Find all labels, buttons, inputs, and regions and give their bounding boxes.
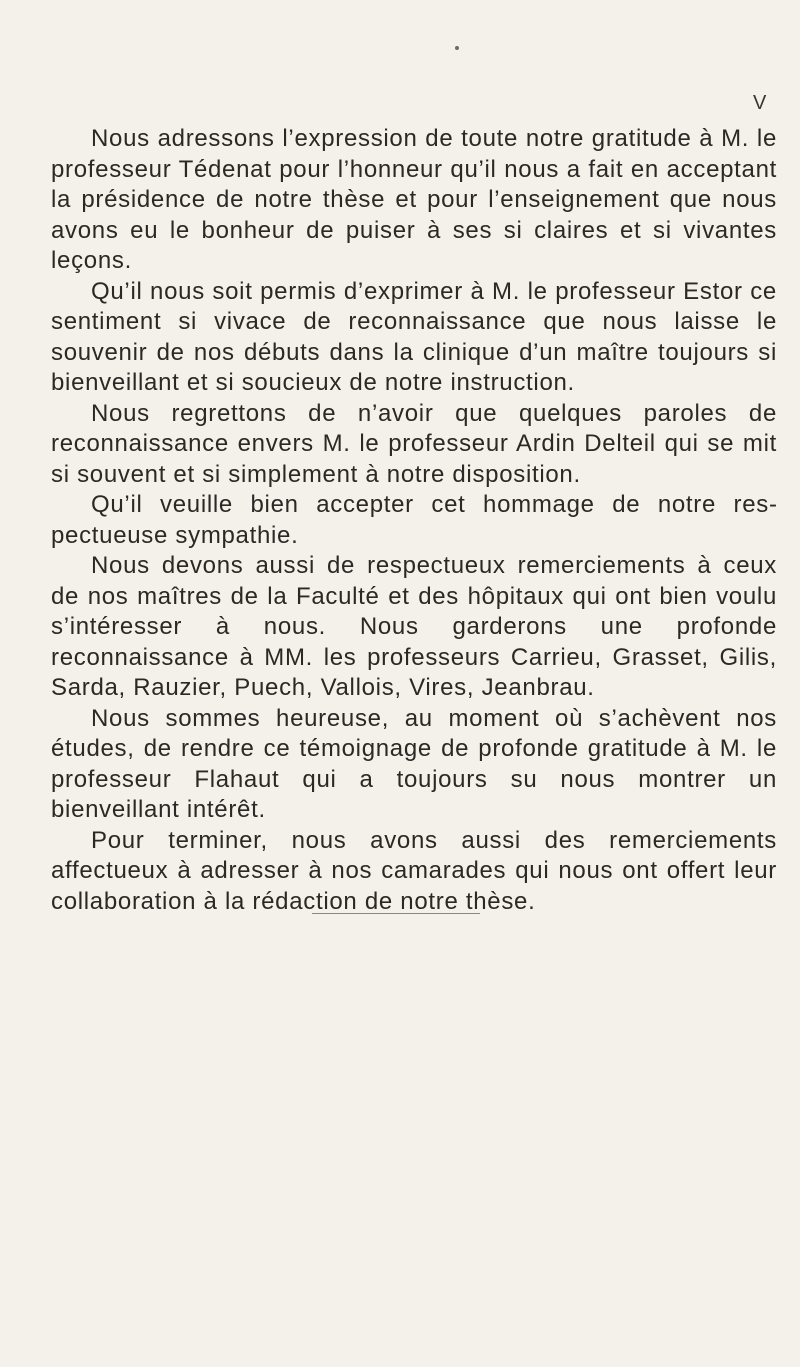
paragraph: Nous adressons l’expression de toute notre gratitude à M. le professeur Tédenat pour l’honneur qu’il nous a fait en acceptant la présidence de notre thèse et pour l’enseignement que nous avons eu le bonheur de puiser à ses si claires et si vivantes leçons. (51, 125, 777, 274)
paragraph: Pour terminer, nous avons aussi des remerciements affectueux à adresser à nos camarades qui nous ont offert leur collaboration à la rédaction de notre thèse. (51, 826, 777, 915)
page-speck (455, 46, 459, 50)
paragraph: Qu’il nous soit permis d’exprimer à M. le professeur Estor ce sentiment si vivace de reconnaissance que nous laisse le souvenir de nos débuts dans la clinique d’un maître toujours si bienveillant et si soucieux de notre instruction. (51, 277, 777, 396)
paragraph: Nous sommes heureuse, au moment où s’achèvent nos études, de rendre ce témoignage de profonde gratitude à M. le professeur Flahaut qui a toujours su nous montrer un bienveillant intérêt. (51, 704, 777, 823)
page-number: V (753, 92, 768, 114)
section-divider (312, 913, 480, 914)
paragraph: Nous regrettons de n’avoir que quelques paroles de reconnaissance envers M. le professeur Ardin Delteil qui se mit si souvent et si simplement à notre disposition. (51, 399, 777, 488)
paragraph: Nous devons aussi de respectueux remerciements à ceux de nos maîtres de la Faculté et des hôpitaux qui ont bien voulu s’intéresser à nous. Nous garderons une profonde reconnaissance à MM. les professeurs Carrieu, Grasset, Gilis, Sarda, Rauzier, Puech, Vallois, Vires, Jeanbrau. (51, 552, 777, 701)
paragraph: Qu’il veuille bien accepter cet hommage de notre respectueuse sympathie. (51, 491, 777, 549)
acknowledgements-text (51, 124, 777, 917)
